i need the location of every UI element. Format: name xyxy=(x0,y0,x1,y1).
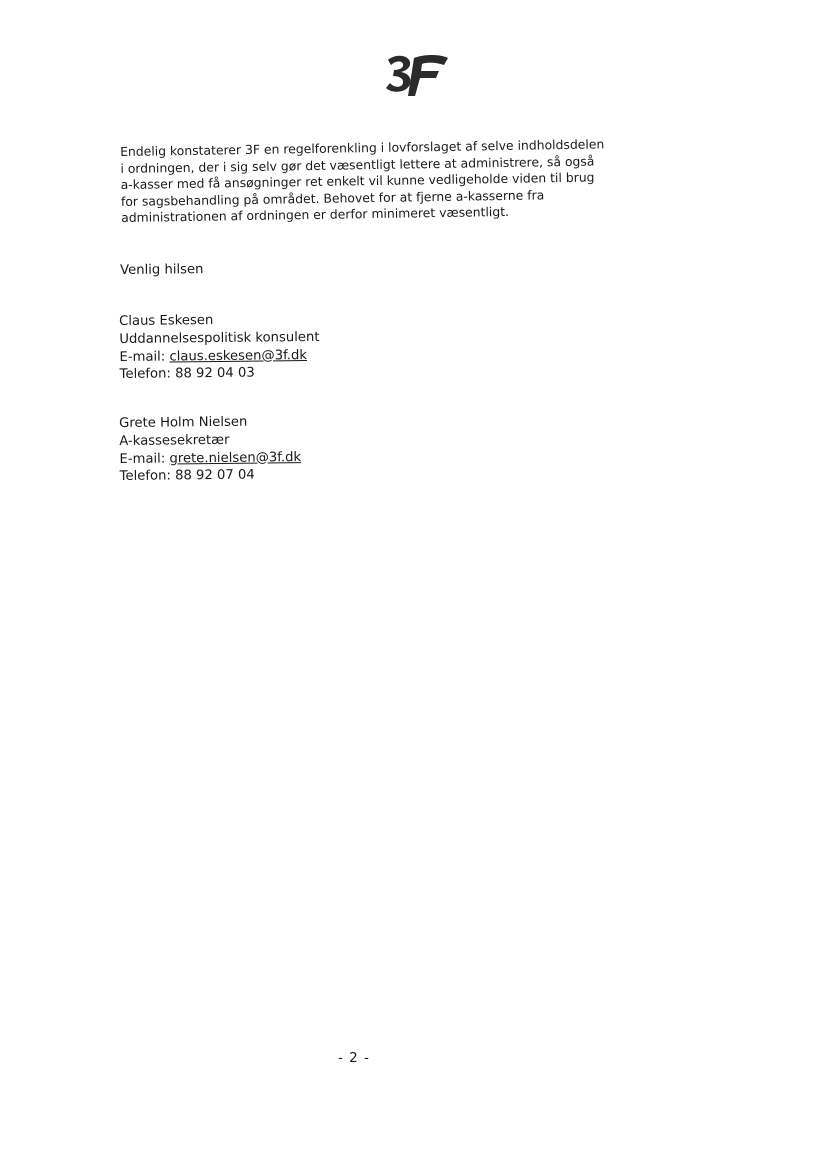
closing-salutation: Venlig hilsen xyxy=(120,262,204,278)
paragraph-line: a-kasser med få ansøgninger ret enkelt vil kunne vedligeholde viden til brug xyxy=(120,169,595,193)
page-number: - 2 - xyxy=(338,1050,370,1066)
logo-f-shape xyxy=(408,55,448,96)
signature-block xyxy=(119,413,301,486)
signatory-title: A-kassesekretær xyxy=(119,432,230,449)
email-label: E-mail: xyxy=(119,451,170,467)
logo-three-shape xyxy=(386,56,410,92)
body-paragraph xyxy=(120,136,621,227)
signatory-name: Grete Holm Nielsen xyxy=(119,414,248,431)
email-label: E-mail: xyxy=(119,349,170,365)
3f-logo xyxy=(384,52,450,98)
paragraph-line: administrationen af ordningen er derfor minimeret væsentligt. xyxy=(121,204,510,226)
email-link[interactable]: claus.eskesen@3f.dk xyxy=(169,347,307,365)
signatory-phone: Telefon: 88 92 04 03 xyxy=(119,365,255,383)
signature-block xyxy=(119,311,320,384)
paragraph-line: i ordningen, der i sig selv gør det væsentligt lettere at administrere, så også xyxy=(120,153,595,176)
signatory-phone: Telefon: 88 92 07 04 xyxy=(119,467,255,485)
paragraph-line: for sagsbehandling på området. Behovet for at fjerne a-kasserne fra xyxy=(120,187,545,209)
signatory-email-line xyxy=(119,449,301,469)
email-link[interactable]: grete.nielsen@3f.dk xyxy=(169,449,302,467)
paragraph-line: Endelig konstaterer 3F en regelforenkling i lovforslaget af selve indholdsdelen xyxy=(120,136,605,159)
signatory-email-line xyxy=(119,346,319,366)
signatory-title: Uddannelsespolitisk konsulent xyxy=(119,329,320,347)
signatory-name: Claus Eskesen xyxy=(119,313,214,329)
